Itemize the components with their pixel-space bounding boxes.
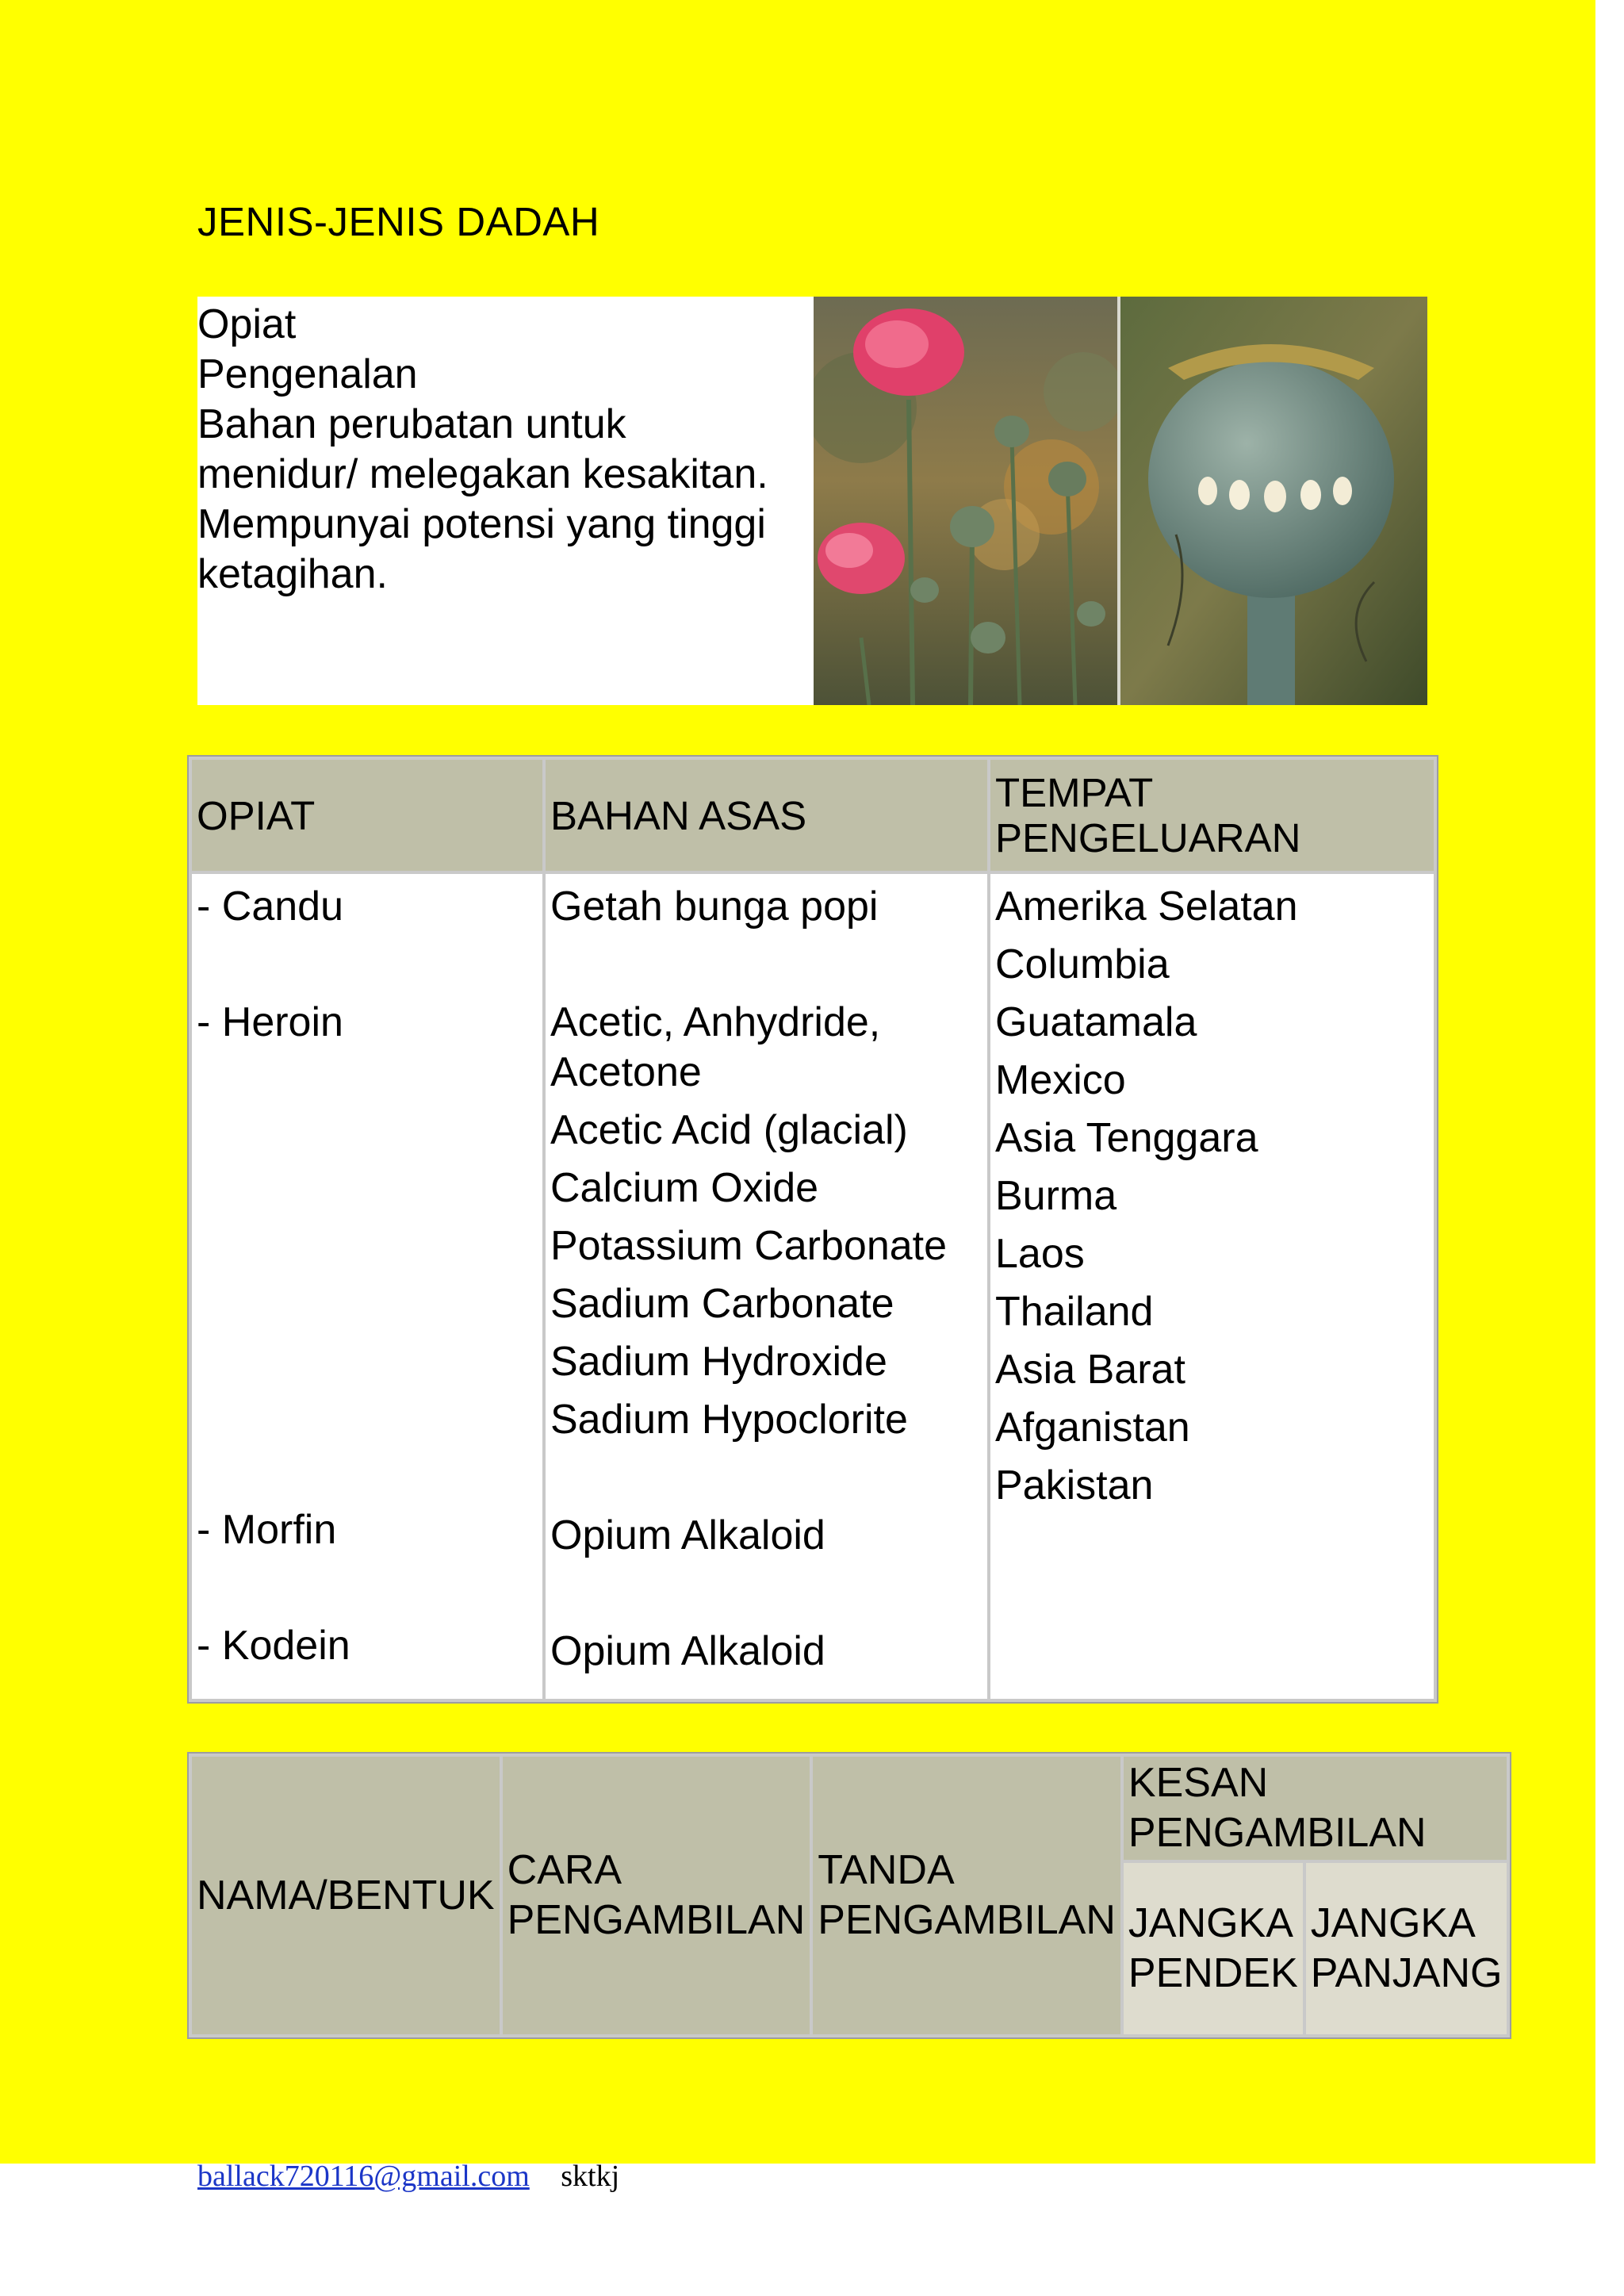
tempat-item: Columbia — [995, 941, 1170, 987]
email-link[interactable]: ballack720116@gmail.com — [197, 2160, 530, 2193]
opiat-item: - Kodein — [197, 1623, 350, 1669]
intro-line: ketagihan. — [197, 551, 388, 597]
bahan-item: Sadium Carbonate — [550, 1281, 894, 1327]
bahan-item: Opium Alkaloid — [550, 1512, 825, 1558]
tempat-item: Afganistan — [995, 1405, 1190, 1451]
tempat-item: Asia Tenggara — [995, 1115, 1258, 1161]
header-tempat-pengeluaran: TEMPAT PENGELUARAN — [990, 760, 1434, 871]
bahan-item: Getah bunga popi — [550, 884, 879, 930]
bahan-item: Opium Alkaloid — [550, 1628, 825, 1674]
header-opiat: OPIAT — [192, 760, 542, 871]
table-header-row — [192, 1757, 1507, 1860]
header-cara-pengambilan: CARA PENGAMBILAN — [503, 1757, 810, 2034]
bahan-item: Calcium Oxide — [550, 1165, 819, 1211]
opiat-item: - Candu — [197, 884, 343, 930]
kesan-table — [187, 1752, 1511, 2039]
intro-text — [197, 297, 814, 705]
table-header-row — [192, 760, 1434, 871]
tempat-item: Thailand — [995, 1289, 1154, 1335]
bahan-item: Potassium Carbonate — [550, 1223, 948, 1269]
header-jangka-panjang: JANGKA PANJANG — [1306, 1863, 1507, 2034]
table-row — [192, 874, 1434, 1699]
tempat-column — [990, 874, 1434, 1699]
header-jangka-pendek: JANGKA PENDEK — [1124, 1863, 1303, 2034]
intro-line: Bahan perubatan untuk — [197, 401, 626, 447]
tempat-item: Guatamala — [995, 999, 1197, 1045]
opiat-column — [192, 874, 542, 1699]
poppy-photos — [814, 297, 1427, 705]
bahan-item: Sadium Hypoclorite — [550, 1397, 908, 1443]
bahan-asas-column — [546, 874, 987, 1699]
intro-line: Mempunyai potensi yang tinggi — [197, 501, 766, 547]
intro-line: Pengenalan — [197, 351, 418, 397]
bahan-item: Acetic Acid (glacial) — [550, 1107, 908, 1153]
intro-line: menidur/ melegakan kesakitan. — [197, 451, 768, 497]
bahan-item: Acetone — [550, 1049, 702, 1095]
footer-tag: sktkj — [561, 2160, 620, 2193]
page-title: JENIS-JENIS DADAH — [197, 199, 600, 244]
poppy-flower-photo — [814, 297, 1120, 705]
opiat-item: - Morfin — [197, 1507, 337, 1553]
tempat-item: Pakistan — [995, 1462, 1154, 1508]
bahan-item: Acetic, Anhydride, — [550, 999, 881, 1045]
intro-section — [197, 297, 1427, 705]
tempat-item: Asia Barat — [995, 1347, 1185, 1393]
tempat-item: Burma — [995, 1173, 1117, 1219]
footer — [197, 2159, 619, 2194]
header-bahan-asas: BAHAN ASAS — [546, 760, 987, 871]
opiat-item: - Heroin — [197, 999, 343, 1045]
poppy-pod-photo — [1120, 297, 1427, 705]
header-kesan-pengambilan: KESAN PENGAMBILAN — [1124, 1757, 1507, 1860]
intro-line: Opiat — [197, 301, 297, 347]
header-nama-bentuk: NAMA/BENTUK — [192, 1757, 500, 2034]
tempat-item: Laos — [995, 1231, 1085, 1277]
tempat-item: Mexico — [995, 1057, 1126, 1103]
header-tanda-pengambilan: TANDA PENGAMBILAN — [813, 1757, 1120, 2034]
tempat-item: Amerika Selatan — [995, 884, 1298, 930]
bahan-item: Sadium Hydroxide — [550, 1339, 887, 1385]
opiat-table — [187, 755, 1438, 1704]
